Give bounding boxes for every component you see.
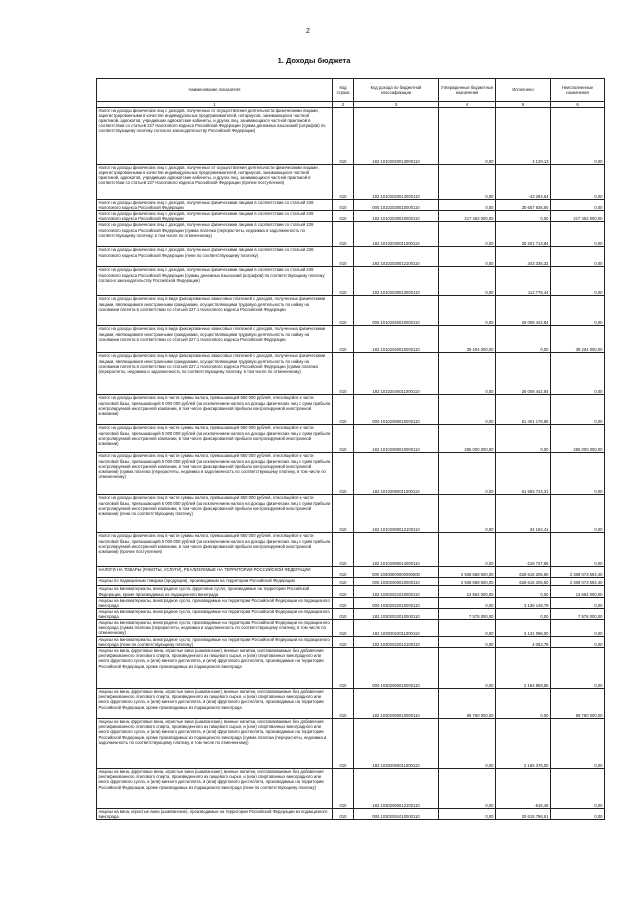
row-line-code: 010 bbox=[333, 211, 354, 222]
table-row bbox=[97, 567, 605, 578]
row-executed: 0,00 bbox=[496, 586, 551, 597]
row-line-code: 010 bbox=[333, 597, 354, 608]
row-unexecuted: 0,00 bbox=[551, 353, 605, 395]
row-line-code: 010 bbox=[333, 296, 354, 326]
row-income-code: 182 10102080014000110 bbox=[354, 533, 439, 567]
row-executed: 3 131 096,00 bbox=[496, 620, 551, 637]
table-body bbox=[97, 108, 605, 820]
col-number: 2 bbox=[333, 102, 354, 108]
row-unexecuted: 0,00 bbox=[551, 296, 605, 326]
row-approved: 0,00 bbox=[439, 637, 496, 648]
row-income-code: 000 10302060010000110 bbox=[354, 648, 439, 689]
table-row bbox=[97, 222, 605, 247]
table-row bbox=[97, 597, 605, 608]
row-income-code: 182 10102030011000110 bbox=[354, 222, 439, 247]
row-unexecuted: 39 204 000,00 bbox=[551, 326, 605, 353]
row-income-code: 182 10102030013000110 bbox=[354, 267, 439, 296]
row-executed: 2 164 859,55 bbox=[496, 648, 551, 689]
row-unexecuted: 0,00 bbox=[551, 495, 605, 533]
col-header-name: Наименование показателя bbox=[97, 79, 333, 102]
row-approved: 0,00 bbox=[439, 247, 496, 267]
row-name: Акцизы на виноматериалы, виноградное сусло, производимые на территории Российской Федерации из подакцизного винограда bbox=[97, 597, 333, 608]
row-executed: 0,00 bbox=[496, 425, 551, 453]
row-approved: 0,00 bbox=[439, 296, 496, 326]
row-executed: 26 008 442,84 bbox=[496, 296, 551, 326]
row-approved: 0,00 bbox=[439, 648, 496, 689]
row-unexecuted: 0,00 bbox=[551, 769, 605, 809]
row-approved: 0,00 bbox=[439, 395, 496, 425]
row-approved: 255 000 000,00 bbox=[439, 425, 496, 453]
row-unexecuted: 0,00 bbox=[551, 165, 605, 200]
row-income-code: 000 10102030010000110 bbox=[354, 200, 439, 211]
row-income-code: 000 10102040010000110 bbox=[354, 296, 439, 326]
row-income-code: 182 10102080012100110 bbox=[354, 495, 439, 533]
table-row bbox=[97, 809, 605, 820]
row-name: Налог на доходы физических лиц в части суммы налога, превышающей 650 000 рублей, относящейся к части налоговой базы, превышающей 5 000 000 рублей (за исключением налога на доходы физических лиц с сумм прибыли контролируемой иностранной компании, в том числе фиксированной прибыли контролируемой иностранной компании) (сумма платежа (перерасчеты, недоимка и задолженность по соответствующему платежу, в том числе по отмененному) bbox=[97, 453, 333, 495]
row-income-code: 182 10102030012100110 bbox=[354, 247, 439, 267]
row-line-code: 010 bbox=[333, 608, 354, 619]
row-name: Акцизы по подакцизным товарам (продукции), производимым на территории Российской Федерации bbox=[97, 578, 333, 586]
row-executed: 112 776,44 bbox=[496, 267, 551, 296]
row-executed: -216 737,86 bbox=[496, 533, 551, 567]
row-name: Налог на доходы физических лиц с доходов, полученных физическими лицами в соответствии со статьей 228 Налогового кодекса Российской Федерации (суммы денежных взысканий (штрафов) по соответствующему платежу согласно законодательству Российской Федерации) bbox=[97, 267, 333, 296]
table-row bbox=[97, 395, 605, 425]
table-row bbox=[97, 326, 605, 353]
row-income-code: 182 10102080010000110 bbox=[354, 425, 439, 453]
row-executed: 26 008 442,84 bbox=[496, 353, 551, 395]
row-approved: 0,00 bbox=[439, 533, 496, 567]
row-unexecuted: 0,00 bbox=[551, 108, 605, 165]
table-row bbox=[97, 267, 605, 296]
row-line-code: 010 bbox=[333, 648, 354, 689]
row-line-code: 010 bbox=[333, 200, 354, 211]
row-income-code: 000 10302000010000110 bbox=[354, 578, 439, 586]
row-income-code: 182 10302060012100110 bbox=[354, 769, 439, 809]
table-row bbox=[97, 211, 605, 222]
col-header-unexecuted: Неисполненные назначения bbox=[551, 79, 605, 102]
row-income-code: 000 10302091010000110 bbox=[354, 809, 439, 820]
row-income-code: 182 10102020014000110 bbox=[354, 165, 439, 200]
row-income-code: 182 10302021010000110 bbox=[354, 586, 439, 597]
row-income-code: 182 10102030010000110 bbox=[354, 211, 439, 222]
row-name: Налог на доходы физических лиц с доходов, полученных от осуществления деятельности физическими лицами, зарегистрированными в качестве индивидуальных предпринимателей, нотариусов, занимающихся частной практикой, адвокатов, учредивших адвокатские кабинеты, и других лиц, занимающихся частной практикой в соответствии со статьей 227 Налогового кодекса Российской Федерации (сумма денежных взысканий (штрафов) по соответствующему платежу согласно законодательству Российской Федерации) bbox=[97, 108, 333, 165]
row-income-code: 182 10102040011000110 bbox=[354, 353, 439, 395]
row-name: Акцизы на вина, фруктовые вина, игристые вина (шампанские), винные напитки, изготавливаемые без добавления ректификованного этилового спирта, произведенного из пищевого сырья, и (или) спиртованных виноградного или иного фруктового сусла, и (или) винного дистиллята, и (или) фруктового дистиллята, производимые на территории Российской Федерации, кроме производимых из подакцизного винограда bbox=[97, 689, 333, 719]
row-executed: 0,00 bbox=[496, 608, 551, 619]
row-income-code: 000 10302022010000110 bbox=[354, 597, 439, 608]
row-name: Акцизы на вина, фруктовые вина, игристые вина (шампанские), винные напитки, изготавливаемые без добавления ректификованного этилового спирта, произведенного из пищевого сырья, и (или) спиртованных виноградного или иного фруктового сусла, и (или) винного дистиллята, и (или) фруктового дистиллята, производимые на территории Российской Федерации, кроме производимых из подакцизного винограда (сумма платежа (перерасчеты, недоимка и задолженность по соответствующему платежу, в том числе по отмененному) bbox=[97, 719, 333, 769]
row-executed: 0,00 bbox=[496, 326, 551, 353]
row-name: Налог на доходы физических лиц с доходов, полученных физическими лицами в соответствии со статьей 228 Налогового кодекса Российской Федерации bbox=[97, 200, 333, 211]
row-executed: 30 201 713,84 bbox=[496, 222, 551, 247]
row-executed: 4 129,13 bbox=[496, 108, 551, 165]
row-income-code: 182 10302022011000110 bbox=[354, 620, 439, 637]
section-title: 1. Доходы бюджета bbox=[277, 56, 351, 65]
row-line-code: 010 bbox=[333, 108, 354, 165]
row-name: Налог на доходы физических лиц с доходов, полученных физическими лицами в соответствии со статьей 228 Налогового кодекса Российской Федерации (пени по соответствующему платежу) bbox=[97, 247, 333, 267]
row-executed: 2 165 376,00 bbox=[496, 719, 551, 769]
row-approved: 0,00 bbox=[439, 222, 496, 247]
row-name: Налог на доходы физических лиц с доходов, полученных физическими лицами в соответствии со статьей 228 Налогового кодекса Российской Федерации bbox=[97, 211, 333, 222]
row-income-code: 000 10102080010000110 bbox=[354, 395, 439, 425]
col-header-income-code: Код дохода по бюджетной классификации bbox=[354, 79, 439, 102]
row-income-code: 182 10102040010000110 bbox=[354, 326, 439, 353]
row-line-code: 010 bbox=[333, 495, 354, 533]
col-number: 4 bbox=[439, 102, 496, 108]
row-unexecuted: 2 308 073 594,40 bbox=[551, 567, 605, 578]
col-number: 3 bbox=[354, 102, 439, 108]
table-row bbox=[97, 533, 605, 567]
row-executed: -516,45 bbox=[496, 769, 551, 809]
table-row bbox=[97, 108, 605, 165]
row-unexecuted: 0,00 bbox=[551, 620, 605, 637]
table-row bbox=[97, 620, 605, 637]
row-executed: 61 401 176,86 bbox=[496, 395, 551, 425]
table-row bbox=[97, 648, 605, 689]
row-income-code: 182 10302060010000110 bbox=[354, 689, 439, 719]
table-row bbox=[97, 689, 605, 719]
row-executed: 4 052,76 bbox=[496, 637, 551, 648]
row-unexecuted: 0,00 bbox=[551, 222, 605, 247]
row-approved: 2 936 688 600,00 bbox=[439, 578, 496, 586]
row-unexecuted: 0,00 bbox=[551, 247, 605, 267]
row-approved: 0,00 bbox=[439, 453, 496, 495]
row-income-code: 182 10102020013000110 bbox=[354, 108, 439, 165]
row-income-code: 000 10300000000000000 bbox=[354, 567, 439, 578]
row-approved: 2 936 688 600,00 bbox=[439, 567, 496, 578]
row-unexecuted: 0,00 bbox=[551, 648, 605, 689]
row-name: НАЛОГИ НА ТОВАРЫ (РАБОТЫ, УСЛУГИ), РЕАЛИЗУЕМЫЕ НА ТЕРРИТОРИИ РОССИЙСКОЙ ФЕДЕРАЦИИ bbox=[97, 567, 333, 578]
income-table bbox=[96, 78, 605, 820]
table-row bbox=[97, 495, 605, 533]
table-row bbox=[97, 296, 605, 326]
row-approved: 39 204 000,00 bbox=[439, 326, 496, 353]
row-name: Налог на доходы физических лиц в части суммы налога, превышающей 650 000 рублей, относящейся к части налоговой базы, превышающей 5 000 000 рублей (за исключением налога на доходы физических лиц с сумм прибыли контролируемой иностранной компании, в том числе фиксированной прибыли контролируемой иностранной компании) bbox=[97, 425, 333, 453]
row-unexecuted: 0,00 bbox=[551, 267, 605, 296]
row-line-code: 010 bbox=[333, 425, 354, 453]
row-approved: 0,00 bbox=[439, 620, 496, 637]
row-approved: 0,00 bbox=[439, 108, 496, 165]
row-name: Акцизы на виноматериалы, виноградное сусло, производимые на территории Российской Федерации из подакцизного винограда (пени по соответствующему платежу) bbox=[97, 637, 333, 648]
row-approved: 7 578 000,00 bbox=[439, 608, 496, 619]
row-approved: 0,00 bbox=[439, 495, 496, 533]
row-line-code: 010 bbox=[333, 586, 354, 597]
row-line-code: 010 bbox=[333, 578, 354, 586]
row-unexecuted: 0,00 bbox=[551, 809, 605, 820]
row-line-code: 010 bbox=[333, 353, 354, 395]
row-line-code: 010 bbox=[333, 769, 354, 809]
row-unexecuted: 59 760 000,00 bbox=[551, 689, 605, 719]
row-name: Акцизы на виноматериалы, виноградное сусло, производимые на территории Российской Федерации из подакцизного винограда (сумма платежа (перерасчеты, недоимка и задолженность по соответствующему платежу, в том числе по отмененному) bbox=[97, 620, 333, 637]
row-approved: 13 664 000,00 bbox=[439, 586, 496, 597]
table-row bbox=[97, 637, 605, 648]
row-approved: 0,00 bbox=[439, 769, 496, 809]
row-name: Налог на доходы физических лиц в части суммы налога, превышающей 650 000 рублей, относящейся к части налоговой базы, превышающей 5 000 000 рублей (за исключением налога на доходы физических лиц с сумм прибыли контролируемой иностранной компании, в том числе фиксированной прибыли контролируемой иностранной компании) bbox=[97, 395, 333, 425]
row-approved: 0,00 bbox=[439, 597, 496, 608]
col-header-executed: Исполнено bbox=[496, 79, 551, 102]
row-unexecuted: 0,00 bbox=[551, 453, 605, 495]
header-row bbox=[97, 79, 605, 102]
row-unexecuted: 0,00 bbox=[551, 637, 605, 648]
row-line-code: 010 bbox=[333, 620, 354, 637]
row-approved: 0,00 bbox=[439, 165, 496, 200]
row-unexecuted: 0,00 bbox=[551, 395, 605, 425]
table-row bbox=[97, 165, 605, 200]
row-executed: 20 615 796,61 bbox=[496, 809, 551, 820]
row-unexecuted: 7 578 000,00 bbox=[551, 608, 605, 619]
row-unexecuted: 13 664 000,00 bbox=[551, 586, 605, 597]
row-name: Налог на доходы физических лиц в виде фиксированных авансовых платежей с доходов, полученных физическими лицами, являющимися иностранными гражданами, осуществляющими трудовую деятельность по найму на основании патента в соответствии со статьей 227.1 Налогового кодекса Российской Федерации bbox=[97, 296, 333, 326]
row-line-code: 010 bbox=[333, 267, 354, 296]
row-line-code: 010 bbox=[333, 453, 354, 495]
row-income-code: 182 10302060011000110 bbox=[354, 719, 439, 769]
row-approved: 217 452 000,00 bbox=[439, 211, 496, 222]
col-number: 5 bbox=[496, 102, 551, 108]
row-name: Акцизы на вина, фруктовые вина, игристые вина (шампанские), винные напитки, изготавливаемые без добавления ректификованного этилового спирта, произведенного из пищевого сырья, и (или) спиртованных виноградного или иного фруктового сусла, и (или) винного дистиллята, и (или) фруктового дистиллята, производимые на территории Российской Федерации, кроме производимых из подакцизного винограда bbox=[97, 648, 333, 689]
row-executed: 3 136 148,79 bbox=[496, 597, 551, 608]
page-number: 2 bbox=[306, 28, 310, 35]
row-line-code: 010 bbox=[333, 165, 354, 200]
row-name: Налог на доходы физических лиц в виде фиксированных авансовых платежей с доходов, полученных физическими лицами, являющимися иностранными гражданами, осуществляющими трудовую деятельность по найму на основании патента в соответствии со статьей 227.1 Налогового кодекса Российской Федерации (сумма платежа (перерасчеты, недоимка и задолженность по соответствующему платежу, в том числе по отмененному) bbox=[97, 353, 333, 395]
col-header-line-code: Код строки bbox=[333, 79, 354, 102]
row-name: Налог на доходы физических лиц в части суммы налога, превышающей 650 000 рублей, относящейся к части налоговой базы, превышающей 5 000 000 рублей (за исключением налога на доходы физических лиц с сумм прибыли контролируемой иностранной компании, в том числе фиксированной прибыли контролируемой иностранной компании) (прочие поступления) bbox=[97, 533, 333, 567]
table-row bbox=[97, 200, 605, 211]
row-income-code: 182 10102080011000110 bbox=[354, 453, 439, 495]
row-name: Акцизы на вина, игристые вина (шампанские), производимые на территории Российской Федерации из подакцизного винограда bbox=[97, 809, 333, 820]
row-line-code: 010 bbox=[333, 809, 354, 820]
row-line-code: 010 bbox=[333, 222, 354, 247]
row-income-code: 182 10302022012100110 bbox=[354, 637, 439, 648]
row-unexecuted: 0,00 bbox=[551, 200, 605, 211]
row-name: Налог на доходы физических лиц с доходов, полученных физическими лицами в соответствии со статьей 228 Налогового кодекса Российской Федерации (сумма платежа (перерасчеты, недоимка и задолженность по соответствующему платежу, в том числе по отмененному) bbox=[97, 222, 333, 247]
row-unexecuted: 217 452 000,00 bbox=[551, 211, 605, 222]
row-executed: 343 335,32 bbox=[496, 247, 551, 267]
row-executed: 628 615 205,60 bbox=[496, 578, 551, 586]
row-line-code: 010 bbox=[333, 567, 354, 578]
row-line-code: 010 bbox=[333, 689, 354, 719]
table-row bbox=[97, 247, 605, 267]
col-number: 1 bbox=[97, 102, 333, 108]
row-line-code: 010 bbox=[333, 637, 354, 648]
row-approved: 0,00 bbox=[439, 267, 496, 296]
row-line-code: 010 bbox=[333, 247, 354, 267]
row-executed: 0,00 bbox=[496, 689, 551, 719]
row-line-code: 010 bbox=[333, 533, 354, 567]
row-name: Акцизы на вина, фруктовые вина, игристые вина (шампанские), винные напитки, изготавливаемые без добавления ректификованного этилового спирта, произведенного из пищевого сырья, и (или) спиртованных виноградного или иного фруктового сусла, и (или) винного дистиллята, и (или) фруктового дистиллята, производимые на территории Российской Федерации, кроме производимых из подакцизного винограда (пени по соответствующему платежу) bbox=[97, 769, 333, 809]
row-approved: 0,00 bbox=[439, 353, 496, 395]
row-approved: 0,00 bbox=[439, 719, 496, 769]
table-row bbox=[97, 586, 605, 597]
table-row bbox=[97, 353, 605, 395]
row-executed: 30 657 635,60 bbox=[496, 200, 551, 211]
table-row bbox=[97, 719, 605, 769]
row-executed: 628 615 205,60 bbox=[496, 567, 551, 578]
table-row bbox=[97, 578, 605, 586]
row-unexecuted: 0,00 bbox=[551, 597, 605, 608]
row-name: Налог на доходы физических лиц в части суммы налога, превышающей 650 000 рублей, относящейся к части налоговой базы, превышающей 5 000 000 рублей (за исключением налога на доходы физических лиц с сумм прибыли контролируемой иностранной компании, в том числе фиксированной прибыли контролируемой иностранной компании) (пени по соответствующему платежу) bbox=[97, 495, 333, 533]
row-line-code: 010 bbox=[333, 395, 354, 425]
row-income-code: 182 10302022010000110 bbox=[354, 608, 439, 619]
row-unexecuted: 0,00 bbox=[551, 533, 605, 567]
col-number: 6 bbox=[551, 102, 605, 108]
row-executed: -43 284,64 bbox=[496, 165, 551, 200]
row-name: Акцизы на виноматериалы, виноградное сусло, фруктовое сусло, производимые на территории Российской Федерации, кроме производимых из подакцизного винограда bbox=[97, 586, 333, 597]
col-header-approved: Утвержденные бюджетные назначения bbox=[439, 79, 496, 102]
row-unexecuted: 2 308 073 594,40 bbox=[551, 578, 605, 586]
row-executed: 61 583 724,31 bbox=[496, 453, 551, 495]
row-name: Акцизы на виноматериалы, виноградное сусло, производимые на территории Российской Федерации из подакцизного винограда bbox=[97, 608, 333, 619]
row-name: Налог на доходы физических лиц в виде фиксированных авансовых платежей с доходов, полученных физическими лицами, являющимися иностранными гражданами, осуществляющими трудовую деятельность по найму на основании патента в соответствии со статьей 227.1 Налогового кодекса Российской Федерации bbox=[97, 326, 333, 353]
row-executed: 0,00 bbox=[496, 211, 551, 222]
row-approved: 0,00 bbox=[439, 809, 496, 820]
table-row bbox=[97, 608, 605, 619]
row-executed: 34 184,41 bbox=[496, 495, 551, 533]
row-line-code: 010 bbox=[333, 326, 354, 353]
row-unexecuted: 255 000 000,00 bbox=[551, 425, 605, 453]
row-approved: 59 760 000,00 bbox=[439, 689, 496, 719]
table-row bbox=[97, 425, 605, 453]
table-row bbox=[97, 769, 605, 809]
row-unexecuted: 0,00 bbox=[551, 719, 605, 769]
row-line-code: 010 bbox=[333, 719, 354, 769]
row-name: Налог на доходы физических лиц с доходов, полученных от осуществления деятельности физическими лицами, зарегистрированными в качестве индивидуальных предпринимателей, нотариусов, занимающихся частной практикой, адвокатов, учредивших адвокатские кабинеты, и других лиц, занимающихся частной практикой в соответствии со статьей 227 Налогового кодекса Российской Федерации (прочие поступления) bbox=[97, 165, 333, 200]
row-approved: 0,00 bbox=[439, 200, 496, 211]
table-row bbox=[97, 453, 605, 495]
